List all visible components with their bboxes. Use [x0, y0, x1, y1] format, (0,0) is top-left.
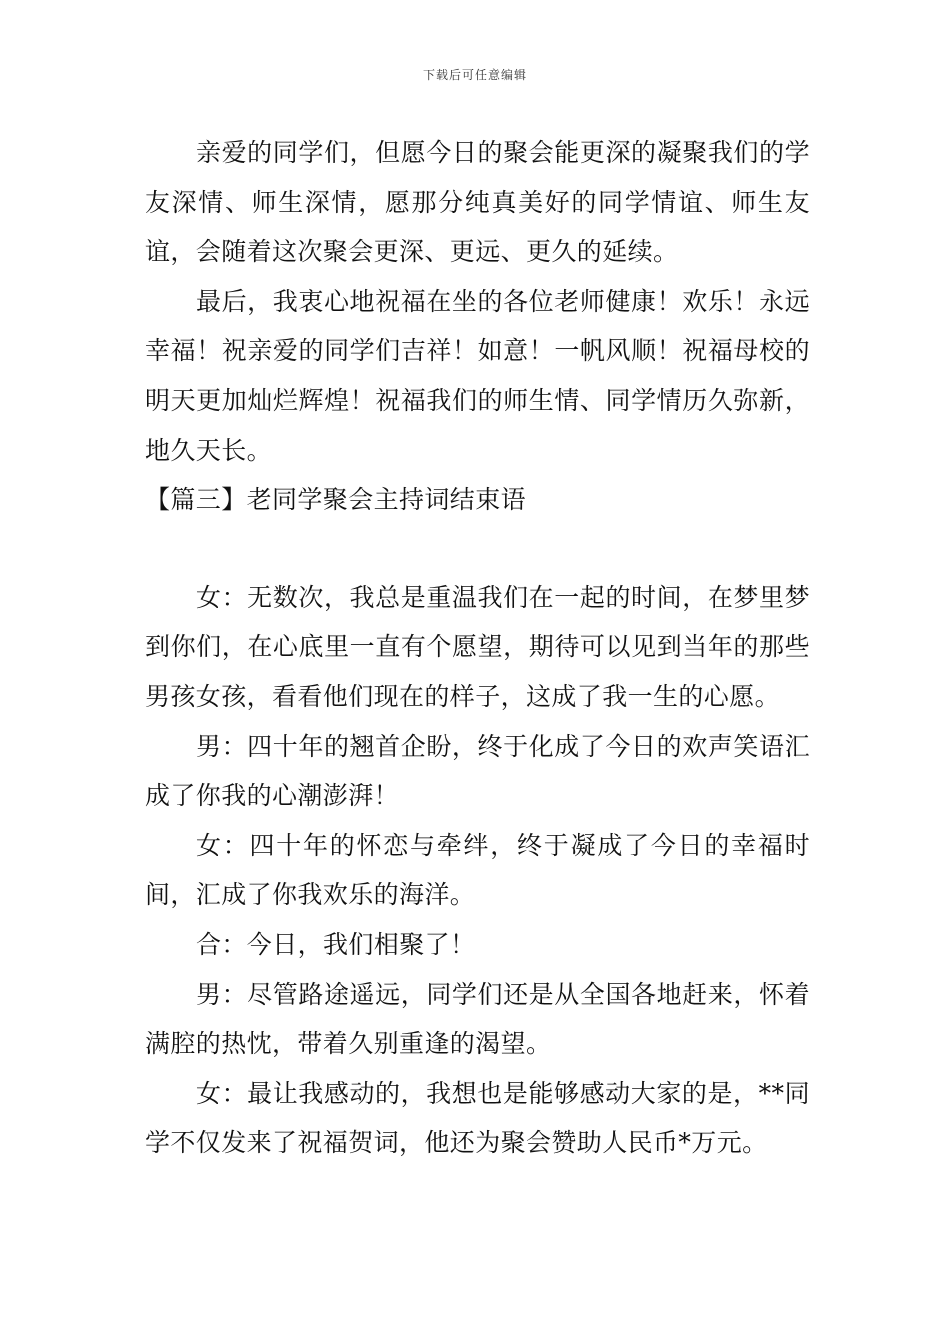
dialogue-paragraph: 男：四十年的翘首企盼，终于化成了今日的欢声笑语汇成了你我的心潮澎湃！ [145, 731, 810, 811]
section-spacer [145, 525, 810, 573]
section-heading: 【篇三】老同学聚会主持词结束语 [145, 485, 527, 515]
paragraph: 最后，我衷心地祝福在坐的各位老师健康！欢乐！永远幸福！祝亲爱的同学们吉祥！如意！一帆风顺！祝福母校的明天更加灿烂辉煌！祝福我们的师生情、同学情历久弥新，地久天长。 [145, 286, 810, 465]
dialogue-paragraph: 女：无数次，我总是重温我们在一起的时间，在梦里梦到你们，在心底里一直有个愿望，期待可以见到当年的那些男孩女孩，看看他们现在的样子，这成了我一生的心愿。 [145, 582, 810, 711]
dialogue-paragraph: 男：尽管路途遥远，同学们还是从全国各地赶来，怀着满腔的热忱，带着久别重逢的渴望。 [145, 979, 810, 1059]
dialogue-paragraph: 女：最让我感动的，我想也是能够感动大家的是，**同学不仅发来了祝福贺词，他还为聚会赞助人民币*万元。 [145, 1078, 810, 1158]
dialogue-paragraph: 女：四十年的怀恋与牵绊，终于凝成了今日的幸福时间，汇成了你我欢乐的海洋。 [145, 830, 810, 910]
document-body [145, 128, 810, 1168]
page-header-note: 下载后可任意编辑 [422, 68, 527, 82]
dialogue-paragraph: 合：今日，我们相聚了！ [196, 929, 476, 959]
paragraph: 亲爱的同学们，但愿今日的聚会能更深的凝聚我们的学友深情、师生深情，愿那分纯真美好的同学情谊、师生友谊，会随着这次聚会更深、更远、更久的延续。 [145, 138, 810, 267]
